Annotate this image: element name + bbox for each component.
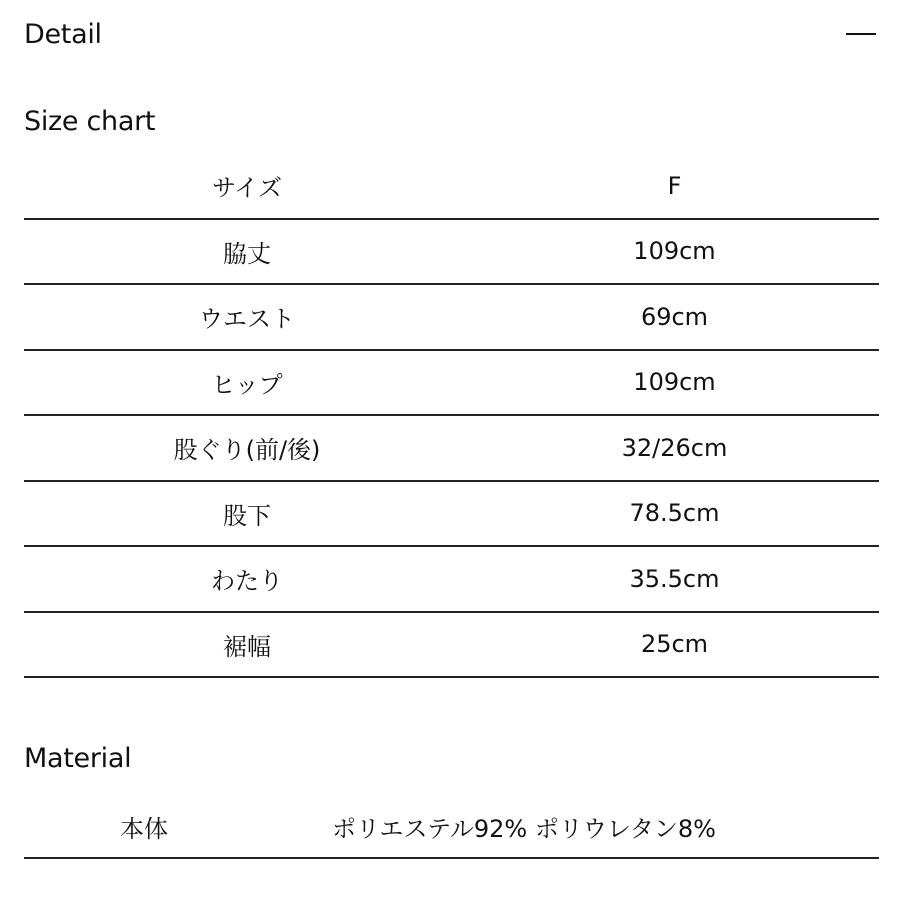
size-row-header	[24, 154, 879, 220]
size-value: 32/26cm	[621, 433, 728, 462]
size-value: 25cm	[640, 630, 709, 659]
size-row-hem-width	[24, 613, 879, 679]
size-value: 35.5cm	[629, 564, 720, 593]
size-row-waist	[24, 285, 879, 351]
size-row-hip	[24, 351, 879, 417]
size-label: サイズ	[211, 174, 283, 203]
material-value: ポリエステル92% ポリウレタン8%	[332, 815, 716, 843]
material-label: 本体	[120, 815, 168, 843]
size-value: 78.5cm	[629, 499, 720, 528]
size-label: わたり	[211, 567, 283, 596]
minus-icon[interactable]	[844, 19, 878, 49]
size-row-thigh	[24, 547, 879, 613]
size-label: 股ぐり(前/後)	[173, 436, 321, 465]
size-row-side-length	[24, 220, 879, 286]
size-chart-title: Size chart	[24, 106, 156, 137]
minus-icon-bar	[846, 33, 876, 35]
size-label: 股下	[223, 501, 271, 530]
size-value: 109cm	[633, 368, 716, 397]
size-value: 109cm	[633, 237, 716, 266]
material-title: Material	[24, 743, 132, 774]
size-value: F	[667, 171, 682, 200]
size-row-inseam	[24, 482, 879, 548]
size-label: 脇丈	[223, 239, 271, 268]
size-label: ヒップ	[211, 370, 283, 399]
detail-title: Detail	[24, 18, 102, 50]
material-row-body	[24, 796, 879, 859]
size-label: 裾幅	[223, 632, 271, 661]
size-value: 69cm	[640, 302, 709, 331]
size-label: ウエスト	[199, 305, 295, 334]
detail-header[interactable]	[24, 14, 878, 54]
size-row-rise	[24, 416, 879, 482]
size-chart-table	[24, 154, 879, 678]
